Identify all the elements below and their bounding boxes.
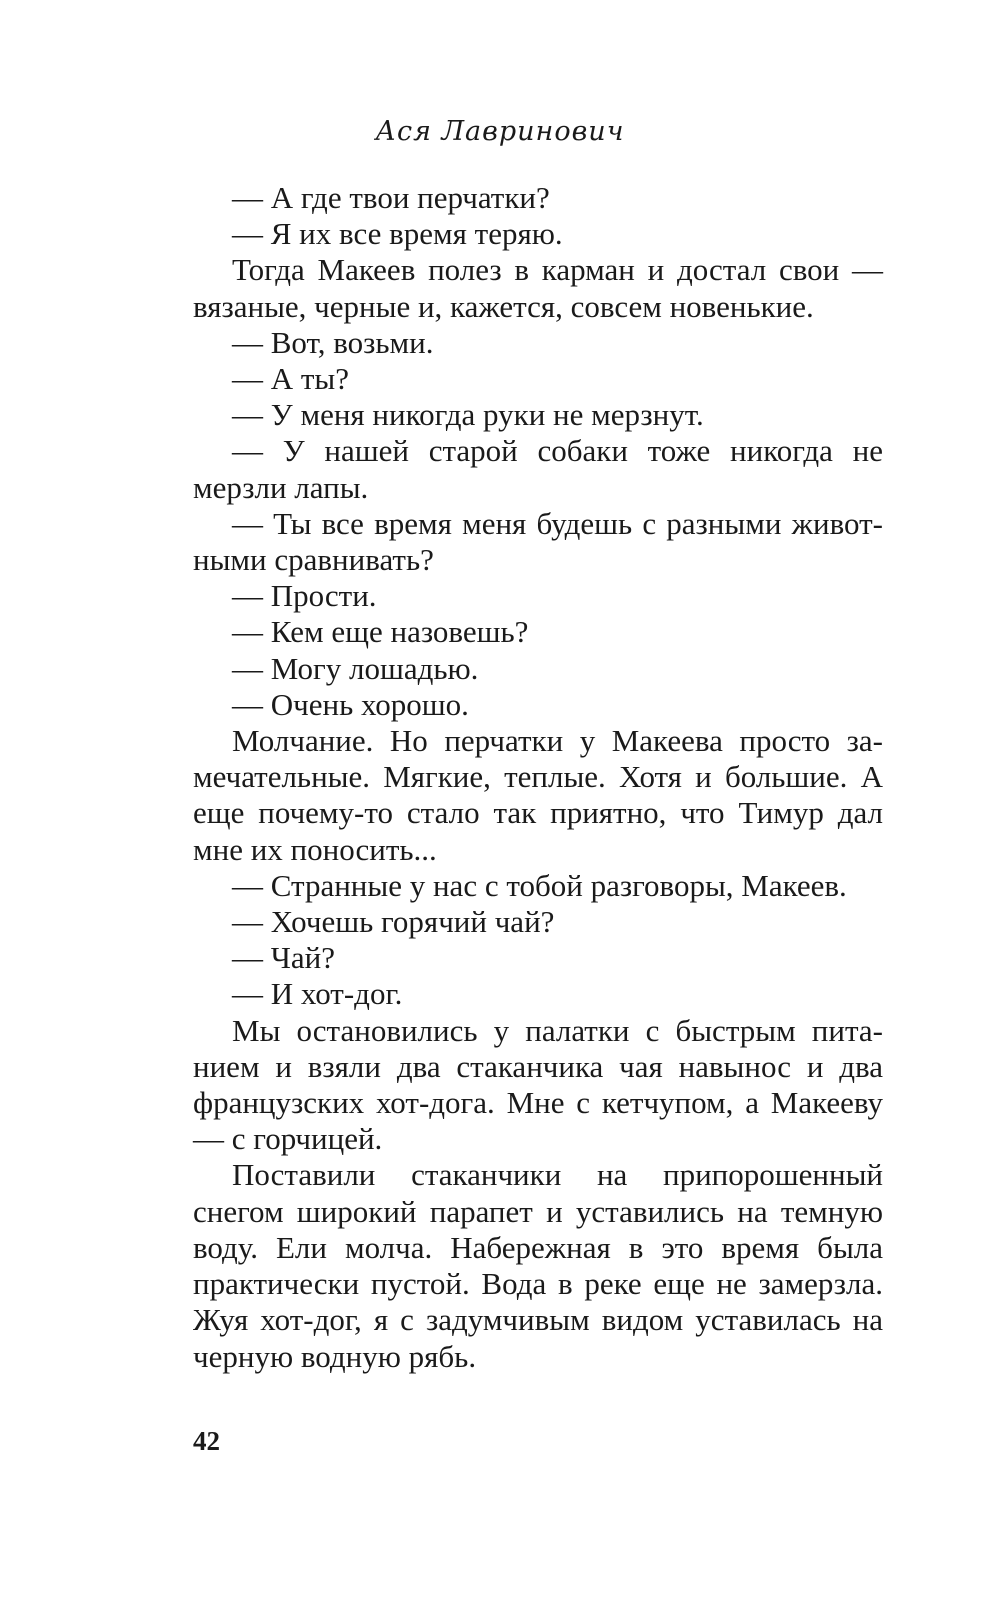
paragraph: Поставили стаканчики на припорошенный снегом широкий парапет и уставились на темную воду. Ели молча. Набережная в это время была практически пустой. Вода в реке еще не замерзла. Жуя хот-дог, я с задумчивым видом уставилась на черную водную рябь. [193, 1157, 883, 1374]
paragraph: — Кем еще назовешь? [232, 614, 529, 650]
paragraph: — Могу лошадью. [232, 650, 479, 686]
paragraph: Молчание. Но перчатки у Макеева просто замечательные. Мягкие, теплые. Хотя и большие. А еще почему-то стало так приятно, что Тимур дал мне их поносить... [193, 723, 883, 867]
paragraph: — И хот-дог. [232, 976, 403, 1012]
paragraph: — У меня никогда руки не мерзнут. [232, 397, 704, 433]
paragraph: — А ты? [232, 361, 350, 397]
paragraph: — Очень хорошо. [232, 686, 469, 722]
body-text [193, 180, 883, 1375]
running-head-author: Ася Лавринович [375, 116, 625, 147]
paragraph: — А где твои перчатки? [232, 180, 550, 215]
paragraph: — Хочешь горячий чай? [232, 904, 555, 940]
paragraph: — У нашей старой собаки тоже никогда не мерзли лапы. [193, 433, 883, 505]
paragraph: — Я их все время теряю. [232, 216, 563, 252]
paragraph: Мы остановились у палатки с быстрым питанием и взяли два стаканчика чая навынос и два французских хот-дога. Мне с кетчупом, а Макееву — с горчицей. [193, 1012, 883, 1157]
paragraph: — Странные у нас с тобой разговоры, Макеев. [232, 867, 847, 903]
paragraph: — Чай? [232, 940, 336, 976]
paragraph: — Вот, возьми. [232, 324, 434, 360]
page-number: 42 [193, 1426, 220, 1456]
paragraph: — Прости. [232, 578, 377, 614]
paragraph: Тогда Макеев полез в карман и достал свои — вязаные, черные и, кажется, совсем новенькие. [193, 252, 883, 324]
paragraph: — Ты все время меня будешь с разными животными сравнивать? [193, 505, 883, 578]
